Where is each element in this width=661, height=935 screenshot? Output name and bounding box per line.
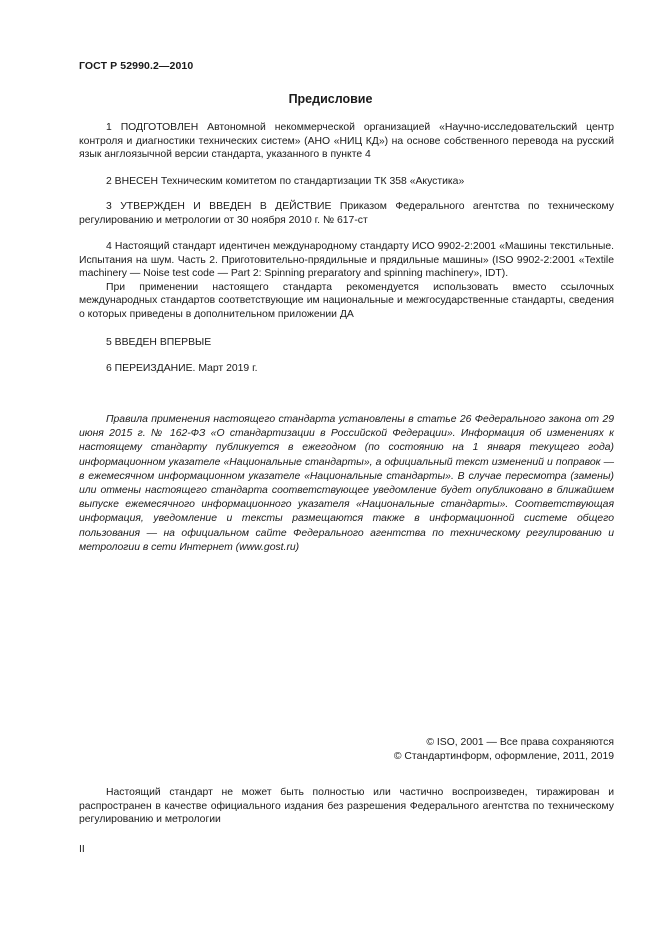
- item-text: Автономной некоммерческой организацией «Научно-исследовательский центр контроля и диагностики технических систем» (АНО «НИЦ КД») на основе собственного перевода на русский язык англоязычной версии стандарта, указанного в пункте 4: [79, 122, 614, 161]
- item-lead: 5 ВВЕДЕН ВПЕРВЫЕ: [106, 337, 212, 348]
- item-text: Техническим комитетом по стандартизации ТК 358 «Акустика»: [157, 176, 465, 187]
- item-lead: 3 УТВЕРЖДЕН И ВВЕДЕН В ДЕЙСТВИЕ: [106, 201, 332, 212]
- foreword-item-2: [79, 175, 614, 189]
- item-note: При применении настоящего стандарта рекомендуется использовать вместо ссылочных международных стандартов соответствующие им национальные и межгосударственные стандарты, сведения о которых приведены в дополнительном приложении ДА: [79, 281, 614, 320]
- item-lead: 6 ПЕРЕИЗДАНИЕ.: [106, 363, 196, 374]
- item-lead: 4: [106, 241, 112, 252]
- item-text: Приказом Федерального агентства по техническому регулированию и метрологии от 30 ноября 2010 г. № 617-ст: [79, 201, 614, 226]
- item-lead: 1 ПОДГОТОВЛЕН: [106, 122, 199, 133]
- copyright-iso: © ISO, 2001 — Все права сохраняются: [426, 737, 614, 748]
- foreword-item-4: [79, 240, 614, 322]
- foreword-item-3: [79, 200, 614, 227]
- item-text: Настоящий стандарт идентичен международному стандарту ИСО 9902-2:2001 «Машины текстильные. Испытания на шум. Часть 2. Приготовительно-прядильные и прядильные машины» (ISO 9902-2:2001 «Textile machinery — Noise test code — Part 2: Spinning preparatory and spinning machinery», IDT).: [79, 241, 614, 280]
- foreword-item-5: [79, 336, 614, 350]
- reproduction-notice: [79, 786, 614, 827]
- rules-paragraph: Правила применения настоящего стандарта установлены в статье 26 Федерального закона от 29 июня 2015 г. № 162-ФЗ «О стандартизации в Российской Федерации». Информация об изменениях к настоящему стандарту публикуется в ежегодном (по состоянию на 1 января текущего года) информационном указателе «Национальные стандарты», а официальный текст изменений и поправок — в ежемесячном информационном указателе «Национальные стандарты». В случае пересмотра (замены) или отмены настоящего стандарта соответствующее уведомление будет опубликовано в ближайшем выпуске ежемесячного информационного указателя «Национальные стандарты». Соответствующая информация, уведомление и тексты размещаются также в информационной системе общего пользования — на официальном сайте Федерального агентства по техническому регулированию и метрологии в сети Интернет (www.gost.ru): [79, 414, 614, 553]
- item-text: Март 2019 г.: [195, 363, 258, 374]
- foreword-item-6: [79, 362, 614, 376]
- copyright-block: [394, 736, 614, 764]
- item-lead: 2 ВНЕСЕН: [106, 176, 158, 187]
- foreword-item-1: [79, 121, 614, 162]
- copyright-standartinform: © Стандартинформ, оформление, 2011, 2019: [393, 750, 614, 762]
- notice-paragraph: Настоящий стандарт не может быть полностью или частично воспроизведен, тиражирован и распространен в качестве официального издания без разрешения Федерального агентства по техническому регулированию и метрологии: [79, 787, 614, 826]
- standard-code-header: ГОСТ Р 52990.2—2010: [79, 60, 194, 72]
- page-number: II: [79, 844, 85, 855]
- page-title: Предисловие: [288, 92, 373, 106]
- application-rules-text: [79, 413, 614, 555]
